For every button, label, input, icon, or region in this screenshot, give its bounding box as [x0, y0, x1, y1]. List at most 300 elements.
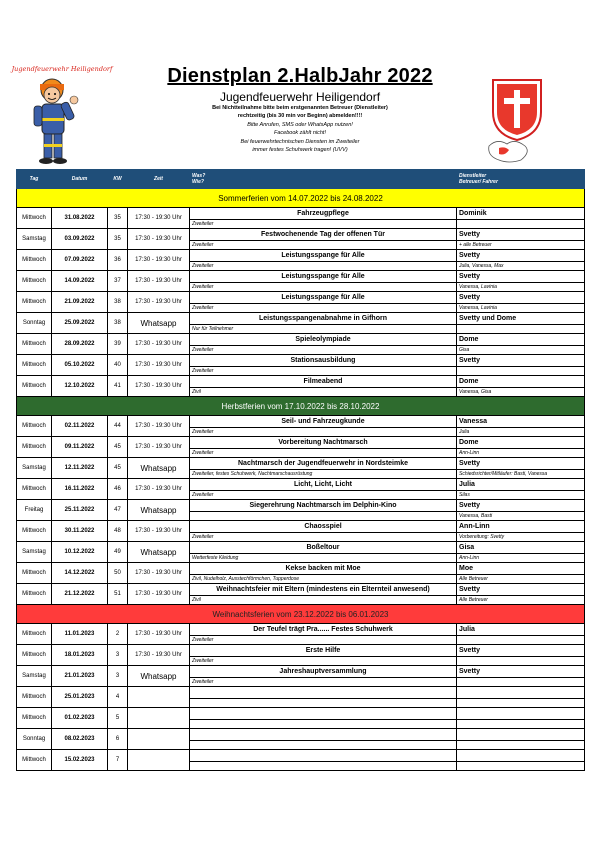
- cell-kw: 47: [108, 500, 128, 521]
- cell-what: [190, 292, 457, 313]
- cell-time: 17:30 - 19:30 Uhr: [128, 355, 190, 376]
- cell-date: 02.11.2022: [52, 416, 108, 437]
- duty-leader: [457, 750, 584, 762]
- activity-title: Leistungsspange für Alle: [190, 271, 456, 283]
- duty-leader: Svetty und Dome: [457, 313, 584, 325]
- cell-date: 28.09.2022: [52, 334, 108, 355]
- cell-date: 12.10.2022: [52, 376, 108, 397]
- cell-day: Mittwoch: [17, 416, 52, 437]
- cell-day: Mittwoch: [17, 334, 52, 355]
- activity-title: [190, 750, 456, 762]
- activity-title: Fahrzeugpflege: [190, 208, 456, 220]
- cell-kw: 4: [108, 687, 128, 708]
- cell-date: 31.08.2022: [52, 208, 108, 229]
- helpers: Vorbereitung: Svetty: [459, 534, 505, 540]
- activity-dress: Zweiteiler: [192, 284, 214, 290]
- column-header-betreuer-label: Betreuer/ Fahrer: [459, 179, 498, 185]
- duty-leader: Dominik: [457, 208, 584, 220]
- cell-what: [190, 645, 457, 666]
- cell-leader: [457, 584, 585, 605]
- cell-time: 17:30 - 19:30 Uhr: [128, 250, 190, 271]
- cell-what: [190, 521, 457, 542]
- activity-dress: Zweiteiler: [192, 637, 214, 643]
- table-row: [17, 313, 585, 334]
- activity-title: Nachtmarsch der Jugendfeuerwehr in Nordsteimke: [190, 458, 456, 470]
- helpers: Alle Betreuer: [459, 597, 488, 603]
- activity-title: Leistungsspange für Alle: [190, 292, 456, 304]
- helpers: [457, 741, 584, 749]
- cell-kw: 3: [108, 666, 128, 687]
- table-row: [17, 729, 585, 750]
- helpers: [457, 762, 584, 770]
- notice-line-6: immer festes Schuhwerk tragen! (UVV): [252, 147, 348, 153]
- cell-what: [190, 750, 457, 771]
- cell-date: 11.01.2023: [52, 624, 108, 645]
- holiday-section-label: Sommerferien vom 14.07.2022 bis 24.08.2022: [17, 189, 585, 208]
- cell-kw: 35: [108, 229, 128, 250]
- helpers: Julia, Vanessa, Max: [459, 263, 504, 269]
- cell-date: 18.01.2023: [52, 645, 108, 666]
- cell-day: Mittwoch: [17, 584, 52, 605]
- cell-leader: [457, 666, 585, 687]
- cell-leader: [457, 313, 585, 334]
- column-header-was: [190, 170, 457, 189]
- cell-leader: [457, 750, 585, 771]
- cell-date: 21.09.2022: [52, 292, 108, 313]
- cell-kw: 37: [108, 271, 128, 292]
- activity-dress: [190, 762, 456, 770]
- notice-line-5: Bei feuerwehrtechnischen Diensten im Zweiteiler: [240, 139, 360, 145]
- table-row: [17, 708, 585, 729]
- activity-dress: Zweiteiler: [192, 492, 214, 498]
- holiday-section-row: [17, 397, 585, 416]
- activity-title: Der Teufel trägt Pra...... Festes Schuhwerk: [190, 624, 456, 636]
- cell-day: Mittwoch: [17, 563, 52, 584]
- duty-leader: Vanessa: [457, 416, 584, 428]
- cell-kw: 38: [108, 292, 128, 313]
- cell-kw: 44: [108, 416, 128, 437]
- cell-time: Whatsapp: [128, 458, 190, 479]
- table-row: [17, 250, 585, 271]
- table-row: [17, 563, 585, 584]
- cell-time: 17:30 - 19:30 Uhr: [128, 479, 190, 500]
- cell-kw: 39: [108, 334, 128, 355]
- helpers: Ann-Linn: [459, 450, 480, 456]
- cell-kw: 45: [108, 458, 128, 479]
- duty-leader: Svetty: [457, 250, 584, 262]
- column-header-leiter-label: Dienstleiter: [459, 173, 487, 179]
- cell-kw: 5: [108, 708, 128, 729]
- activity-dress: Zweiteiler, festes Schuhwerk, Nachtmarschausrüstung: [192, 471, 313, 477]
- cell-leader: [457, 292, 585, 313]
- cell-kw: 40: [108, 355, 128, 376]
- cell-kw: 38: [108, 313, 128, 334]
- helpers: Silas: [459, 492, 470, 498]
- activity-dress: Zweiteiler: [192, 658, 214, 664]
- cell-what: [190, 271, 457, 292]
- cell-day: Sonntag: [17, 313, 52, 334]
- cell-date: 12.11.2022: [52, 458, 108, 479]
- activity-dress: Zweiteiler: [192, 450, 214, 456]
- helpers: Vanessa, Lavinia: [459, 284, 497, 290]
- activity-title: Stationsausbildung: [190, 355, 456, 367]
- cell-what: [190, 229, 457, 250]
- cell-day: Mittwoch: [17, 271, 52, 292]
- cell-day: Mittwoch: [17, 750, 52, 771]
- activity-title: Erste Hilfe: [190, 645, 456, 657]
- cell-what: [190, 416, 457, 437]
- cell-day: Mittwoch: [17, 292, 52, 313]
- cell-time: 17:30 - 19:30 Uhr: [128, 645, 190, 666]
- cell-date: 25.09.2022: [52, 313, 108, 334]
- duty-leader: Svetty: [457, 355, 584, 367]
- activity-title: Festwochenende Tag der offenen Tür: [190, 229, 456, 241]
- duty-leader: Svetty: [457, 584, 584, 596]
- table-row: [17, 584, 585, 605]
- cell-date: 25.11.2022: [52, 500, 108, 521]
- cell-what: [190, 708, 457, 729]
- cell-leader: [457, 521, 585, 542]
- duty-leader: [457, 729, 584, 741]
- duty-leader: Ann-Linn: [457, 521, 584, 533]
- helpers: Alle Betreuer: [459, 576, 488, 582]
- table-row: [17, 479, 585, 500]
- cell-what: [190, 313, 457, 334]
- holiday-section-label: Herbstferien vom 17.10.2022 bis 28.10.2022: [17, 397, 585, 416]
- cell-leader: [457, 458, 585, 479]
- cell-time: 17:30 - 19:30 Uhr: [128, 624, 190, 645]
- cell-time: Whatsapp: [128, 542, 190, 563]
- activity-title: Weihnachtsfeier mit Eltern (mindestens ein Elternteil anwesend): [190, 584, 456, 596]
- helpers: [457, 657, 584, 665]
- cell-date: 05.10.2022: [52, 355, 108, 376]
- activity-title: Kekse backen mit Moe: [190, 563, 456, 575]
- cell-time: 17:30 - 19:30 Uhr: [128, 271, 190, 292]
- table-row: [17, 208, 585, 229]
- table-row: [17, 542, 585, 563]
- cell-time: [128, 708, 190, 729]
- duty-leader: Svetty: [457, 666, 584, 678]
- cell-time: Whatsapp: [128, 313, 190, 334]
- cell-leader: [457, 479, 585, 500]
- activity-dress: Zweiteiler: [192, 263, 214, 269]
- cell-kw: 41: [108, 376, 128, 397]
- holiday-section-label: Weihnachtsferien vom 23.12.2022 bis 06.01.2023: [17, 605, 585, 624]
- page-title: Dienstplan 2.HalbJahr 2022: [167, 65, 433, 87]
- cell-leader: [457, 687, 585, 708]
- column-header-kw: KW: [108, 170, 128, 189]
- activity-dress: Zweiteiler: [192, 679, 214, 685]
- activity-dress: Wetterfeste Kleidung: [192, 555, 239, 561]
- table-row: [17, 645, 585, 666]
- cell-leader: [457, 208, 585, 229]
- cell-kw: 51: [108, 584, 128, 605]
- cell-time: Whatsapp: [128, 500, 190, 521]
- duty-leader: Svetty: [457, 645, 584, 657]
- cell-time: 17:30 - 19:30 Uhr: [128, 229, 190, 250]
- activity-title: [190, 729, 456, 741]
- table-row: [17, 355, 585, 376]
- mascot-caption: Jugendfeuerwehr Heiligendorf: [11, 65, 113, 73]
- activity-dress: Nur für Teilnehmer: [192, 326, 234, 332]
- table-row: [17, 334, 585, 355]
- cell-time: [128, 687, 190, 708]
- activity-dress: [190, 699, 456, 707]
- table-row: [17, 500, 585, 521]
- helpers: Ann-Linn: [459, 555, 480, 561]
- helpers: [457, 699, 584, 707]
- column-header-zeit: Zeit: [128, 170, 190, 189]
- duty-leader: Svetty: [457, 271, 584, 283]
- cell-day: Samstag: [17, 458, 52, 479]
- duty-leader: [457, 687, 584, 699]
- activity-title: Leistungsspangenabnahme in Gifhorn: [190, 313, 456, 325]
- cell-day: Mittwoch: [17, 250, 52, 271]
- activity-title: Filmeabend: [190, 376, 456, 388]
- activity-dress: Zweiteiler: [192, 534, 214, 540]
- cell-kw: 2: [108, 624, 128, 645]
- table-row: [17, 624, 585, 645]
- cell-kw: 3: [108, 645, 128, 666]
- helpers: + alle Betreuer: [459, 242, 492, 248]
- cell-day: Mittwoch: [17, 437, 52, 458]
- cell-what: [190, 687, 457, 708]
- table-row: [17, 271, 585, 292]
- cell-kw: 50: [108, 563, 128, 584]
- notice-line-4: Facebook zählt nicht!: [274, 130, 326, 136]
- cell-time: 17:30 - 19:30 Uhr: [128, 292, 190, 313]
- cell-day: Mittwoch: [17, 624, 52, 645]
- helpers: [457, 678, 584, 686]
- cell-time: 17:30 - 19:30 Uhr: [128, 584, 190, 605]
- activity-title: Jahreshauptversammlung: [190, 666, 456, 678]
- helpers: [457, 220, 584, 228]
- duty-leader: Svetty: [457, 229, 584, 241]
- cell-date: 16.11.2022: [52, 479, 108, 500]
- jugendfeuerwehr-mascot-icon: [11, 62, 113, 170]
- cell-day: Mittwoch: [17, 687, 52, 708]
- duty-leader: [457, 708, 584, 720]
- cell-day: Samstag: [17, 229, 52, 250]
- activity-dress: [190, 741, 456, 749]
- cell-leader: [457, 437, 585, 458]
- cell-date: 25.01.2023: [52, 687, 108, 708]
- cell-day: Samstag: [17, 666, 52, 687]
- cell-leader: [457, 416, 585, 437]
- activity-title: Licht, Licht, Licht: [190, 479, 456, 491]
- cell-time: 17:30 - 19:30 Uhr: [128, 416, 190, 437]
- cell-date: 07.09.2022: [52, 250, 108, 271]
- helpers: [457, 636, 584, 644]
- cell-what: [190, 376, 457, 397]
- column-header-tag: Tag: [17, 170, 52, 189]
- cell-date: 21.01.2023: [52, 666, 108, 687]
- notice-line-2: rechtzeitig (bis 30 min vor Beginn) abmelden!!!!: [237, 113, 363, 119]
- activity-dress: Zweiteiler: [192, 305, 214, 311]
- cell-time: 17:30 - 19:30 Uhr: [128, 521, 190, 542]
- cell-day: Mittwoch: [17, 376, 52, 397]
- activity-dress: Zweiteiler: [192, 368, 214, 374]
- duty-leader: Dome: [457, 437, 584, 449]
- cell-leader: [457, 708, 585, 729]
- table-header-row: [17, 170, 585, 189]
- cell-what: [190, 563, 457, 584]
- cell-what: [190, 458, 457, 479]
- cell-leader: [457, 500, 585, 521]
- cell-day: Mittwoch: [17, 355, 52, 376]
- notice-line-1: Bei Nichtteilnahme bitte beim erstgenannten Betreuer (Dienstleiter): [212, 105, 388, 111]
- table-row: [17, 376, 585, 397]
- cell-leader: [457, 645, 585, 666]
- activity-dress: [190, 720, 456, 728]
- activity-title: Spieleolympiade: [190, 334, 456, 346]
- cell-day: Sonntag: [17, 729, 52, 750]
- cell-what: [190, 729, 457, 750]
- cell-day: Mittwoch: [17, 521, 52, 542]
- duty-schedule-table: [16, 169, 585, 771]
- organization-name: Jugendfeuerwehr Heiligendorf: [219, 90, 381, 104]
- column-header-was-label: Was?: [192, 173, 206, 179]
- cell-what: [190, 624, 457, 645]
- activity-dress: Zweiteiler: [192, 221, 214, 227]
- table-row: [17, 666, 585, 687]
- activity-title: Chaosspiel: [190, 521, 456, 533]
- table-row: [17, 229, 585, 250]
- activity-title: Seil- und Fahrzeugkunde: [190, 416, 456, 428]
- cell-kw: 45: [108, 437, 128, 458]
- cell-date: 03.09.2022: [52, 229, 108, 250]
- cell-kw: 36: [108, 250, 128, 271]
- column-header-wie-label: Wie?: [192, 179, 204, 185]
- helpers: [457, 367, 584, 375]
- duty-leader: Julia: [457, 479, 584, 491]
- cell-leader: [457, 563, 585, 584]
- table-row: [17, 687, 585, 708]
- helpers: Vanessa, Gisa: [459, 389, 492, 395]
- helpers: Julia: [459, 429, 470, 435]
- cell-leader: [457, 334, 585, 355]
- helpers: [457, 325, 584, 333]
- activity-dress: Zweiteiler: [192, 429, 214, 435]
- cell-what: [190, 208, 457, 229]
- activity-dress: Zivil: [192, 597, 201, 603]
- cell-kw: 35: [108, 208, 128, 229]
- cell-date: 10.12.2022: [52, 542, 108, 563]
- cell-time: 17:30 - 19:30 Uhr: [128, 563, 190, 584]
- activity-dress: Zivil, Nudelholz, Ausstechförmchen, Tupperdose: [192, 576, 299, 582]
- cell-kw: 7: [108, 750, 128, 771]
- cell-date: 30.11.2022: [52, 521, 108, 542]
- cell-leader: [457, 376, 585, 397]
- cell-what: [190, 542, 457, 563]
- cell-what: [190, 250, 457, 271]
- cell-date: 21.12.2022: [52, 584, 108, 605]
- cell-leader: [457, 729, 585, 750]
- helpers: Vanessa, Basti: [459, 513, 493, 519]
- activity-dress: Zweiteiler: [192, 242, 214, 248]
- helpers: Schiedsrichter/Mitläufer: Basti, Vanessa: [459, 471, 548, 477]
- table-row: [17, 750, 585, 771]
- helpers: Vanessa, Lavinia: [459, 305, 497, 311]
- activity-title: Vorbereitung Nachtmarsch: [190, 437, 456, 449]
- cell-time: Whatsapp: [128, 666, 190, 687]
- table-row: [17, 416, 585, 437]
- duty-leader: Dome: [457, 376, 584, 388]
- cell-kw: 48: [108, 521, 128, 542]
- cell-kw: 46: [108, 479, 128, 500]
- cell-what: [190, 334, 457, 355]
- duty-leader: Svetty: [457, 500, 584, 512]
- helpers: [457, 720, 584, 728]
- cell-what: [190, 666, 457, 687]
- cell-kw: 6: [108, 729, 128, 750]
- cell-what: [190, 479, 457, 500]
- cell-time: [128, 729, 190, 750]
- activity-title: Siegerehrung Nachtmarsch im Delphin-Kino: [190, 500, 456, 512]
- column-header-leiter: [457, 170, 585, 189]
- helpers: Gisa: [459, 347, 470, 353]
- cell-time: 17:30 - 19:30 Uhr: [128, 437, 190, 458]
- cell-time: 17:30 - 19:30 Uhr: [128, 208, 190, 229]
- activity-title: Leistungsspange für Alle: [190, 250, 456, 262]
- cell-day: Mittwoch: [17, 208, 52, 229]
- cell-date: 09.11.2022: [52, 437, 108, 458]
- activity-title: Boßeltour: [190, 542, 456, 554]
- table-row: [17, 521, 585, 542]
- cell-leader: [457, 624, 585, 645]
- cell-what: [190, 437, 457, 458]
- table-row: [17, 437, 585, 458]
- cell-what: [190, 500, 457, 521]
- cell-time: [128, 750, 190, 771]
- cell-leader: [457, 542, 585, 563]
- column-header-datum: Datum: [52, 170, 108, 189]
- cell-day: Mittwoch: [17, 479, 52, 500]
- notice-line-3: Bitte Anrufen, SMS oder WhatsApp nutzen!: [247, 122, 353, 128]
- duty-leader: Dome: [457, 334, 584, 346]
- cell-date: 08.02.2023: [52, 729, 108, 750]
- cell-time: 17:30 - 19:30 Uhr: [128, 334, 190, 355]
- cell-time: 17:30 - 19:30 Uhr: [128, 376, 190, 397]
- duty-leader: Svetty: [457, 292, 584, 304]
- cell-what: [190, 584, 457, 605]
- duty-leader: Moe: [457, 563, 584, 575]
- cell-day: Mittwoch: [17, 645, 52, 666]
- activity-dress: Zivil: [192, 389, 201, 395]
- cell-date: 01.02.2023: [52, 708, 108, 729]
- cell-date: 14.09.2022: [52, 271, 108, 292]
- table-row: [17, 292, 585, 313]
- duty-leader: Svetty: [457, 458, 584, 470]
- cell-date: 15.02.2023: [52, 750, 108, 771]
- duty-leader: Gisa: [457, 542, 584, 554]
- cell-day: Freitag: [17, 500, 52, 521]
- municipal-crest-icon: [485, 76, 549, 166]
- duty-leader: Julia: [457, 624, 584, 636]
- cell-day: Samstag: [17, 542, 52, 563]
- cell-leader: [457, 355, 585, 376]
- activity-title: [190, 708, 456, 720]
- activity-title: [190, 687, 456, 699]
- activity-dress: Zweiteiler: [192, 347, 214, 353]
- cell-leader: [457, 229, 585, 250]
- holiday-section-row: [17, 189, 585, 208]
- cell-kw: 49: [108, 542, 128, 563]
- activity-dress: [190, 512, 456, 520]
- table-row: [17, 458, 585, 479]
- holiday-section-row: [17, 605, 585, 624]
- cell-what: [190, 355, 457, 376]
